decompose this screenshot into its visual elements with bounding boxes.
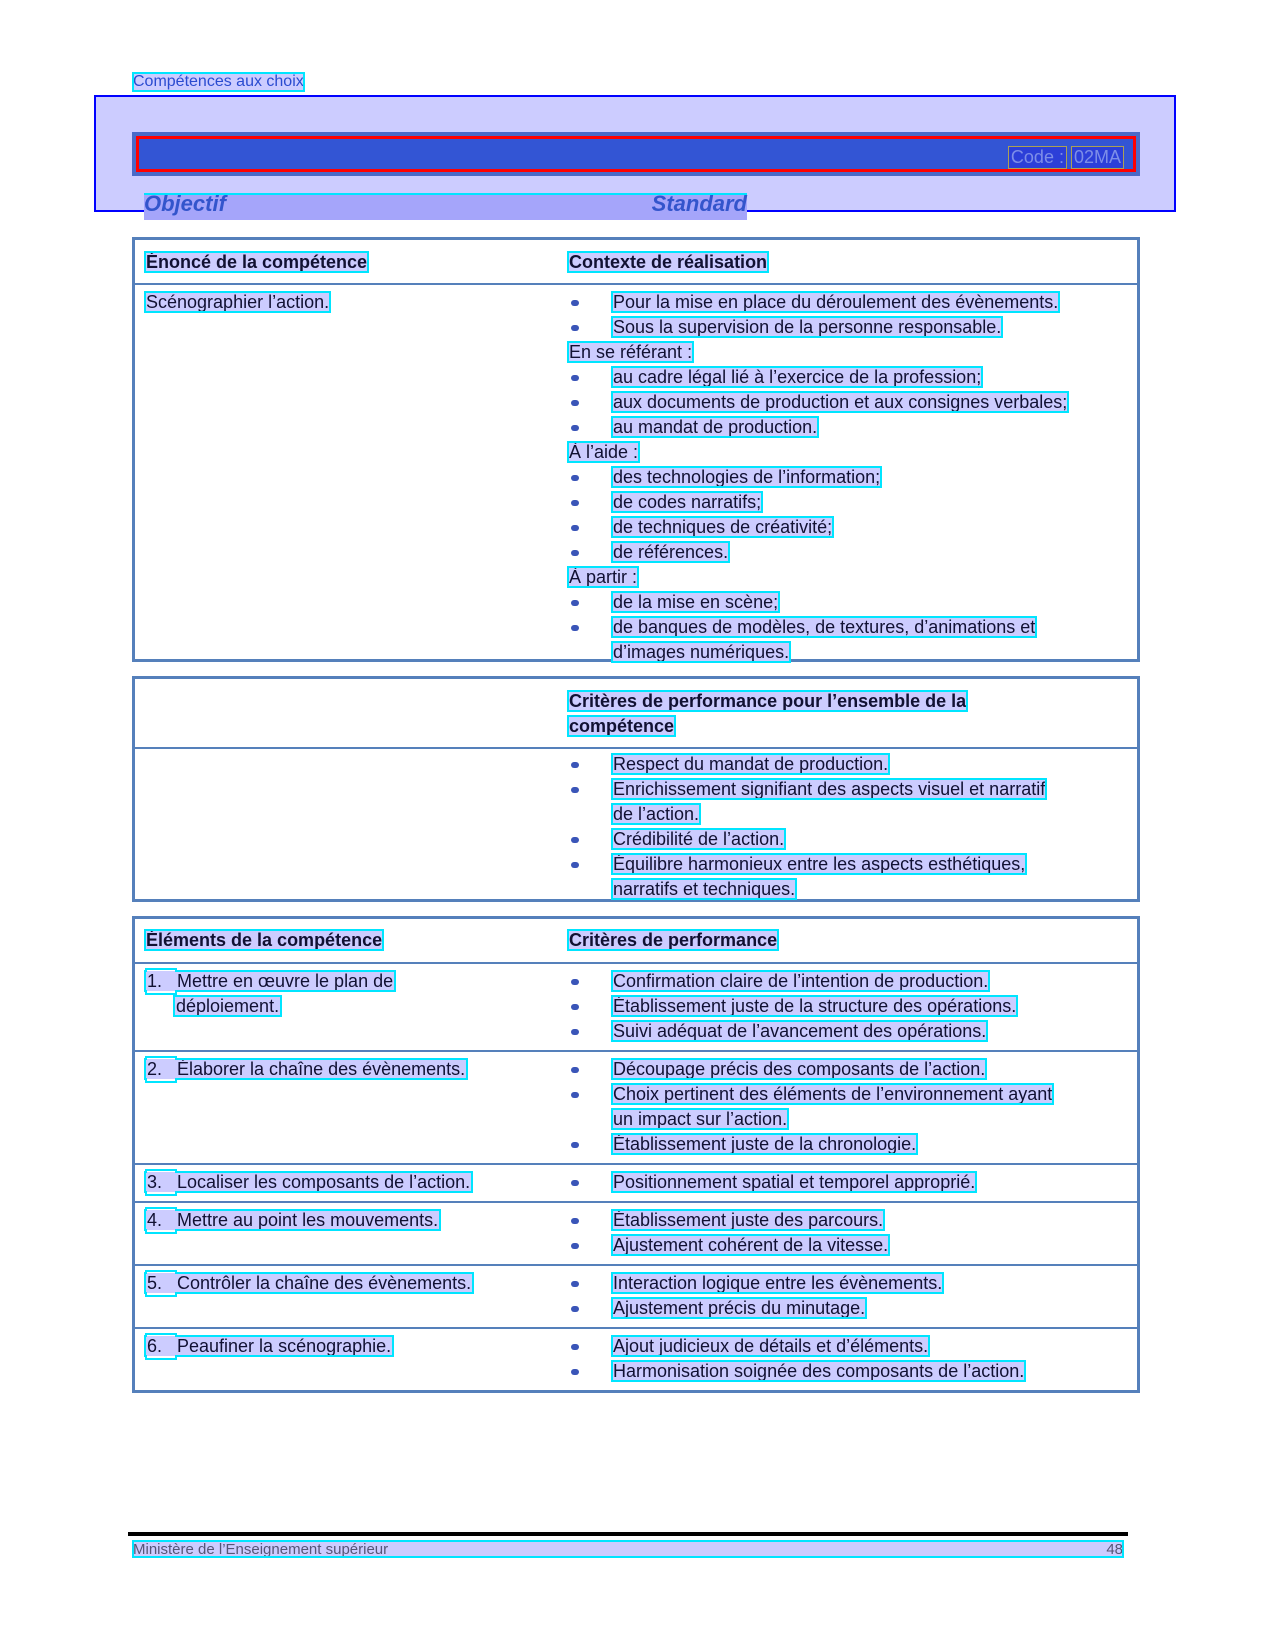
list-label <box>568 340 1129 365</box>
element-text <box>145 1273 473 1293</box>
elements-table <box>132 916 1140 1393</box>
context-list <box>568 290 1137 662</box>
list-item-text: Enrichissement signifiant des aspects visuel et narratif <box>613 779 1046 799</box>
element-text <box>145 1210 440 1230</box>
list-item-text: de banques de modèles, de textures, d’animations et <box>613 617 1036 637</box>
col-header: Critères de performance pour l’ensemble de la <box>569 691 967 711</box>
col-header: Éléments de la compétence <box>146 930 383 950</box>
list-item <box>568 1132 1129 1157</box>
list-item <box>568 365 1129 390</box>
list-item-text: Confirmation claire de l’intention de production. <box>613 971 989 991</box>
element-number: 5. <box>147 1273 163 1293</box>
col-header: Critères de performance <box>569 930 778 950</box>
element-text <box>174 996 281 1016</box>
list-item <box>568 1233 1129 1258</box>
list-item <box>568 852 1129 877</box>
list-item <box>568 1208 1129 1233</box>
element-label: Mettre au point les mouvements. <box>177 1210 439 1230</box>
bullet-icon <box>571 425 579 431</box>
list-item <box>568 640 1129 665</box>
overall-criteria-table <box>132 676 1140 902</box>
bullet-icon <box>571 1029 579 1035</box>
list-item-text: Choix pertinent des éléments de l’environnement ayant <box>613 1084 1053 1104</box>
list-item-text: Crédibilité de l’action. <box>613 829 785 849</box>
col-header: compétence <box>569 716 675 736</box>
table-row <box>135 1264 1137 1327</box>
table-row <box>135 1327 1137 1390</box>
list-item <box>568 1359 1129 1384</box>
list-item-text: Suivi adéquat de l’avancement des opérations. <box>613 1021 987 1041</box>
list-item-text: au cadre légal lié à l’exercice de la profession; <box>613 367 982 387</box>
bullet-icon <box>571 862 579 868</box>
list-item <box>568 1107 1129 1132</box>
bullet-icon <box>571 1369 579 1375</box>
element-text <box>145 1059 467 1079</box>
bullet-icon <box>571 600 579 606</box>
element-label: Contrôler la chaîne des évènements. <box>177 1273 472 1293</box>
element-text <box>145 971 395 991</box>
footer-ministry: Ministère de l’Enseignement supérieur <box>133 1541 389 1558</box>
element-number: 3. <box>147 1172 163 1192</box>
list-item <box>568 490 1129 515</box>
element-label: Peaufiner la scénographie. <box>177 1336 392 1356</box>
list-item-text: Positionnement spatial et temporel approprié. <box>613 1172 976 1192</box>
bullet-icon <box>571 1004 579 1010</box>
bullet-icon <box>571 979 579 985</box>
list-item <box>568 1296 1129 1321</box>
bullet-icon <box>571 400 579 406</box>
bullet-icon <box>571 1218 579 1224</box>
footer <box>133 1541 1123 1557</box>
list-item-text: Équilibre harmonieux entre les aspects esthétiques, <box>613 854 1026 874</box>
list-item-text: aux documents de production et aux consignes verbales; <box>613 392 1068 412</box>
list-item <box>568 1057 1129 1082</box>
list-item <box>568 752 1129 777</box>
bullet-icon <box>571 762 579 768</box>
element-number: 1. <box>147 971 163 991</box>
standard-label: Standard <box>651 191 747 216</box>
list-item-text: de techniques de créativité; <box>613 517 833 537</box>
list-item <box>568 994 1129 1019</box>
element-text <box>145 1172 472 1192</box>
section-label: Compétences aux choix <box>133 73 304 90</box>
bullet-icon <box>571 300 579 306</box>
list-item <box>568 315 1129 340</box>
list-item <box>568 1019 1129 1044</box>
list-label <box>568 440 1129 465</box>
list-item <box>568 1170 1129 1195</box>
list-item-text: À partir : <box>569 567 638 587</box>
col-header: Énoncé de la compétence <box>146 252 368 272</box>
list-item-text: Établissement juste de la chronologie. <box>613 1134 917 1154</box>
element-label: Élaborer la chaîne des évènements. <box>177 1059 466 1079</box>
bullet-icon <box>571 1092 579 1098</box>
list-item-text: Ajustement précis du minutage. <box>613 1298 866 1318</box>
list-item-text: de références. <box>613 542 729 562</box>
page-number: 48 <box>1106 1541 1123 1558</box>
list-item-text: de codes narratifs; <box>613 492 762 512</box>
list-item-text: Établissement juste de la structure des opérations. <box>613 996 1017 1016</box>
table-row <box>135 1201 1137 1264</box>
objective-label: Objectif <box>144 191 226 216</box>
element-number: 2. <box>147 1059 163 1079</box>
list-item <box>568 827 1129 852</box>
objective-standard-row <box>144 193 747 220</box>
list-item-text: Interaction logique entre les évènements. <box>613 1273 943 1293</box>
table-row <box>135 1163 1137 1201</box>
footer-rule <box>128 1532 1128 1536</box>
list-item <box>568 590 1129 615</box>
bullet-icon <box>571 1344 579 1350</box>
table-row <box>135 962 1137 1050</box>
bullet-icon <box>571 1180 579 1186</box>
bullet-icon <box>571 375 579 381</box>
list-item <box>568 1082 1129 1107</box>
bullet-icon <box>571 500 579 506</box>
list-item-text: Sous la supervision de la personne responsable. <box>613 317 1002 337</box>
element-label: déploiement. <box>176 996 280 1016</box>
list-item <box>568 415 1129 440</box>
list-item-text: des technologies de l’information; <box>613 467 881 487</box>
list-item <box>568 615 1129 640</box>
list-item-text: Pour la mise en place du déroulement des évènements. <box>613 292 1059 312</box>
list-label <box>568 565 1129 590</box>
bullet-icon <box>571 837 579 843</box>
list-item <box>568 969 1129 994</box>
code-field <box>1009 147 1123 168</box>
overall-criteria-list <box>568 752 1137 899</box>
competency-statement: Scénographier l’action. <box>146 292 330 312</box>
list-item-text: Ajustement cohérent de la vitesse. <box>613 1235 889 1255</box>
list-item-text: Ajout judicieux de détails et d’éléments. <box>613 1336 929 1356</box>
list-item <box>568 390 1129 415</box>
list-item <box>568 777 1129 802</box>
list-item-text: d’images numériques. <box>613 642 790 662</box>
list-item-text: de l’action. <box>613 804 700 824</box>
list-item-text: un impact sur l’action. <box>613 1109 788 1129</box>
bullet-icon <box>571 525 579 531</box>
bullet-icon <box>571 1067 579 1073</box>
list-item-text: Harmonisation soignée des composants de l’action. <box>613 1361 1025 1381</box>
element-label: Localiser les composants de l’action. <box>177 1172 471 1192</box>
competency-statement-table <box>132 237 1140 662</box>
bullet-icon <box>571 550 579 556</box>
list-item <box>568 877 1129 902</box>
code-label: Code : <box>1010 147 1064 167</box>
title-bar <box>132 132 1140 176</box>
element-number: 6. <box>147 1336 163 1356</box>
element-number: 4. <box>147 1210 163 1230</box>
list-item <box>568 515 1129 540</box>
table-row <box>135 1050 1137 1163</box>
list-item-text: Respect du mandat de production. <box>613 754 889 774</box>
list-item <box>568 1271 1129 1296</box>
bullet-icon <box>571 475 579 481</box>
list-item-text: narratifs et techniques. <box>613 879 796 899</box>
list-item-text: de la mise en scène; <box>613 592 779 612</box>
bullet-icon <box>571 1306 579 1312</box>
list-item-text: au mandat de production. <box>613 417 818 437</box>
bullet-icon <box>571 325 579 331</box>
list-item <box>568 465 1129 490</box>
col-header: Contexte de réalisation <box>569 252 768 272</box>
list-item <box>568 1334 1129 1359</box>
bullet-icon <box>571 787 579 793</box>
element-text <box>145 1336 393 1356</box>
list-item <box>568 540 1129 565</box>
bullet-icon <box>571 1142 579 1148</box>
bullet-icon <box>571 1243 579 1249</box>
list-item-text: Découpage précis des composants de l’action. <box>613 1059 986 1079</box>
code-value: 02MA <box>1073 147 1121 167</box>
list-item <box>568 290 1129 315</box>
list-item-text: À l’aide : <box>569 442 639 462</box>
bullet-icon <box>571 1281 579 1287</box>
list-item-text: Établissement juste des parcours. <box>613 1210 884 1230</box>
element-label: Mettre en œuvre le plan de <box>177 971 394 991</box>
bullet-icon <box>571 625 579 631</box>
list-item-text: En se référant : <box>569 342 693 362</box>
list-item <box>568 802 1129 827</box>
